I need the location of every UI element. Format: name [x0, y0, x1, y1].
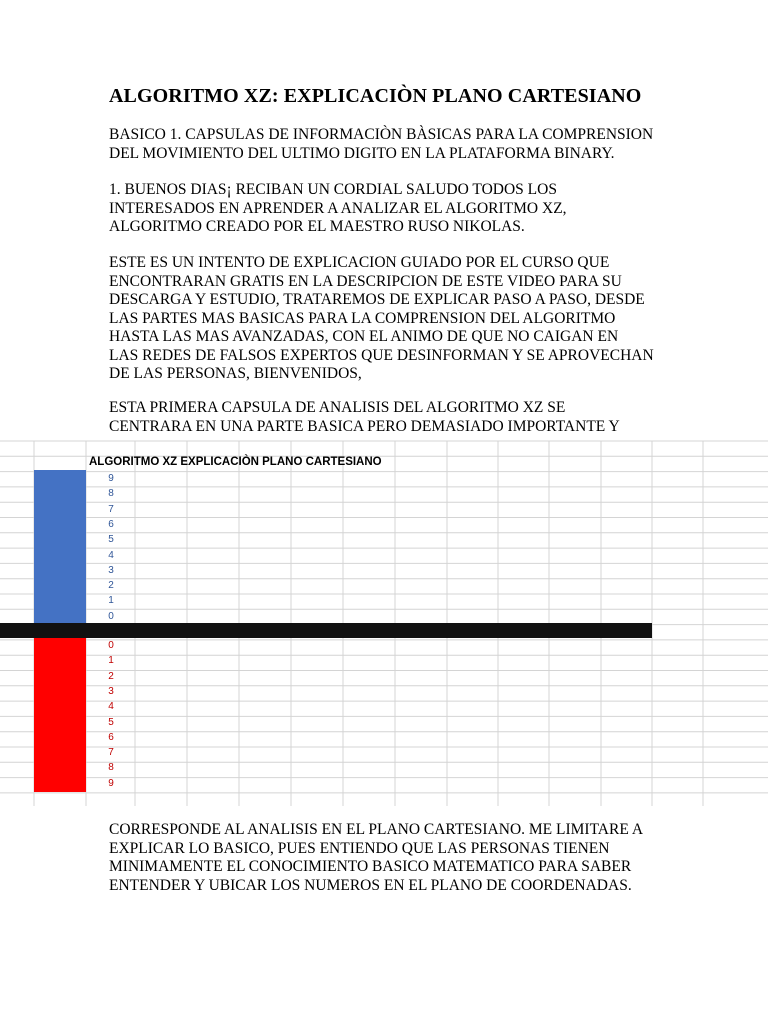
lower-red-bar [34, 638, 86, 792]
digit-label: 9 [108, 777, 114, 789]
text-line: LAS REDES DE FALSOS EXPERTOS QUE DESINFORMAN Y SE APROVECHAN [109, 346, 654, 364]
text-line: ENCONTRARAN GRATIS EN LA DESCRIPCION DE ESTE VIDEO PARA SU [109, 272, 622, 290]
document-title: ALGORITMO XZ: EXPLICACIÒN PLANO CARTESIANO [109, 85, 642, 107]
digit-label: 9 [108, 473, 114, 484]
digit-label: 5 [108, 716, 114, 728]
horizontal-axis-bar [0, 623, 652, 638]
paragraph-corresponde [109, 821, 669, 895]
digit-label: 1 [108, 655, 114, 667]
digit-label: 0 [108, 640, 114, 651]
digit-label: 7 [108, 503, 114, 515]
text-line: ALGORITMO CREADO POR EL MAESTRO RUSO NIKOLAS. [109, 218, 525, 235]
text-line: BASICO 1. CAPSULAS DE INFORMACIÒN BÀSICAS PARA LA COMPRENSION [109, 126, 654, 143]
digit-label: 7 [108, 747, 114, 759]
paragraph-capsula [109, 399, 669, 436]
digit-label: 6 [108, 518, 114, 530]
digit-label: 4 [108, 549, 114, 561]
spreadsheet-title: ALGORITMO XZ EXPLICACIÒN PLANO CARTESIANO [89, 456, 382, 468]
digit-label: 3 [108, 564, 114, 576]
text-line: ESTA PRIMERA CAPSULA DE ANALISIS DEL ALGORITMO XZ SE [109, 399, 566, 416]
digit-label: 2 [108, 670, 114, 682]
digit-label: 8 [108, 762, 114, 774]
digit-label: 5 [108, 534, 114, 546]
paragraph-basico [109, 126, 669, 163]
text-line: DE LAS PERSONAS, BIENVENIDOS, [109, 365, 362, 382]
digit-label: 6 [108, 731, 114, 743]
digit-label: 8 [108, 488, 114, 500]
digit-label: 2 [108, 580, 114, 592]
text-line: INTERESADOS EN APRENDER A ANALIZAR EL ALGORITMO XZ, [109, 199, 567, 217]
text-line: ESTE ES UN INTENTO DE EXPLICACION GUIADO POR EL CURSO QUE [109, 254, 610, 271]
text-line: HASTA LAS MAS AVANZADAS, CON EL ANIMO DE QUE NO CAIGAN EN [109, 328, 619, 345]
text-line: 1. BUENOS DIAS¡ RECIBAN UN CORDIAL SALUDO TODOS LOS [109, 181, 557, 198]
text-line: MINIMAMENTE EL CONOCIMIENTO BASICO MATEMATICO PARA SABER [109, 858, 632, 875]
text-line: ENTENDER Y UBICAR LOS NUMEROS EN EL PLANO DE COORDENADAS. [109, 876, 632, 894]
text-line: CENTRARA EN UNA PARTE BASICA PERO DEMASIADO IMPORTANTE Y [109, 417, 620, 435]
text-line: LAS PARTES MAS BASICAS PARA LA COMPRENSION DEL ALGORITMO [109, 309, 616, 327]
text-line: EXPLICAR LO BASICO, PUES ENTIENDO QUE LAS PERSONAS TIENEN [109, 839, 610, 857]
upper-blue-bar [34, 470, 86, 623]
text-line: CORRESPONDE AL ANALISIS EN EL PLANO CARTESIANO. ME LIMITARE A [109, 821, 644, 838]
text-line: DESCARGA Y ESTUDIO, TRATAREMOS DE EXPLICAR PASO A PASO, DESDE [109, 291, 645, 308]
digit-label: 0 [108, 610, 114, 622]
digit-label: 3 [108, 685, 114, 697]
digit-label: 4 [108, 701, 114, 713]
paragraph-saludo [109, 181, 669, 237]
digit-label: 1 [108, 595, 114, 607]
paragraph-intento [109, 254, 669, 384]
text-line: DEL MOVIMIENTO DEL ULTIMO DIGITO EN LA PLATAFORMA BINARY. [109, 144, 615, 162]
